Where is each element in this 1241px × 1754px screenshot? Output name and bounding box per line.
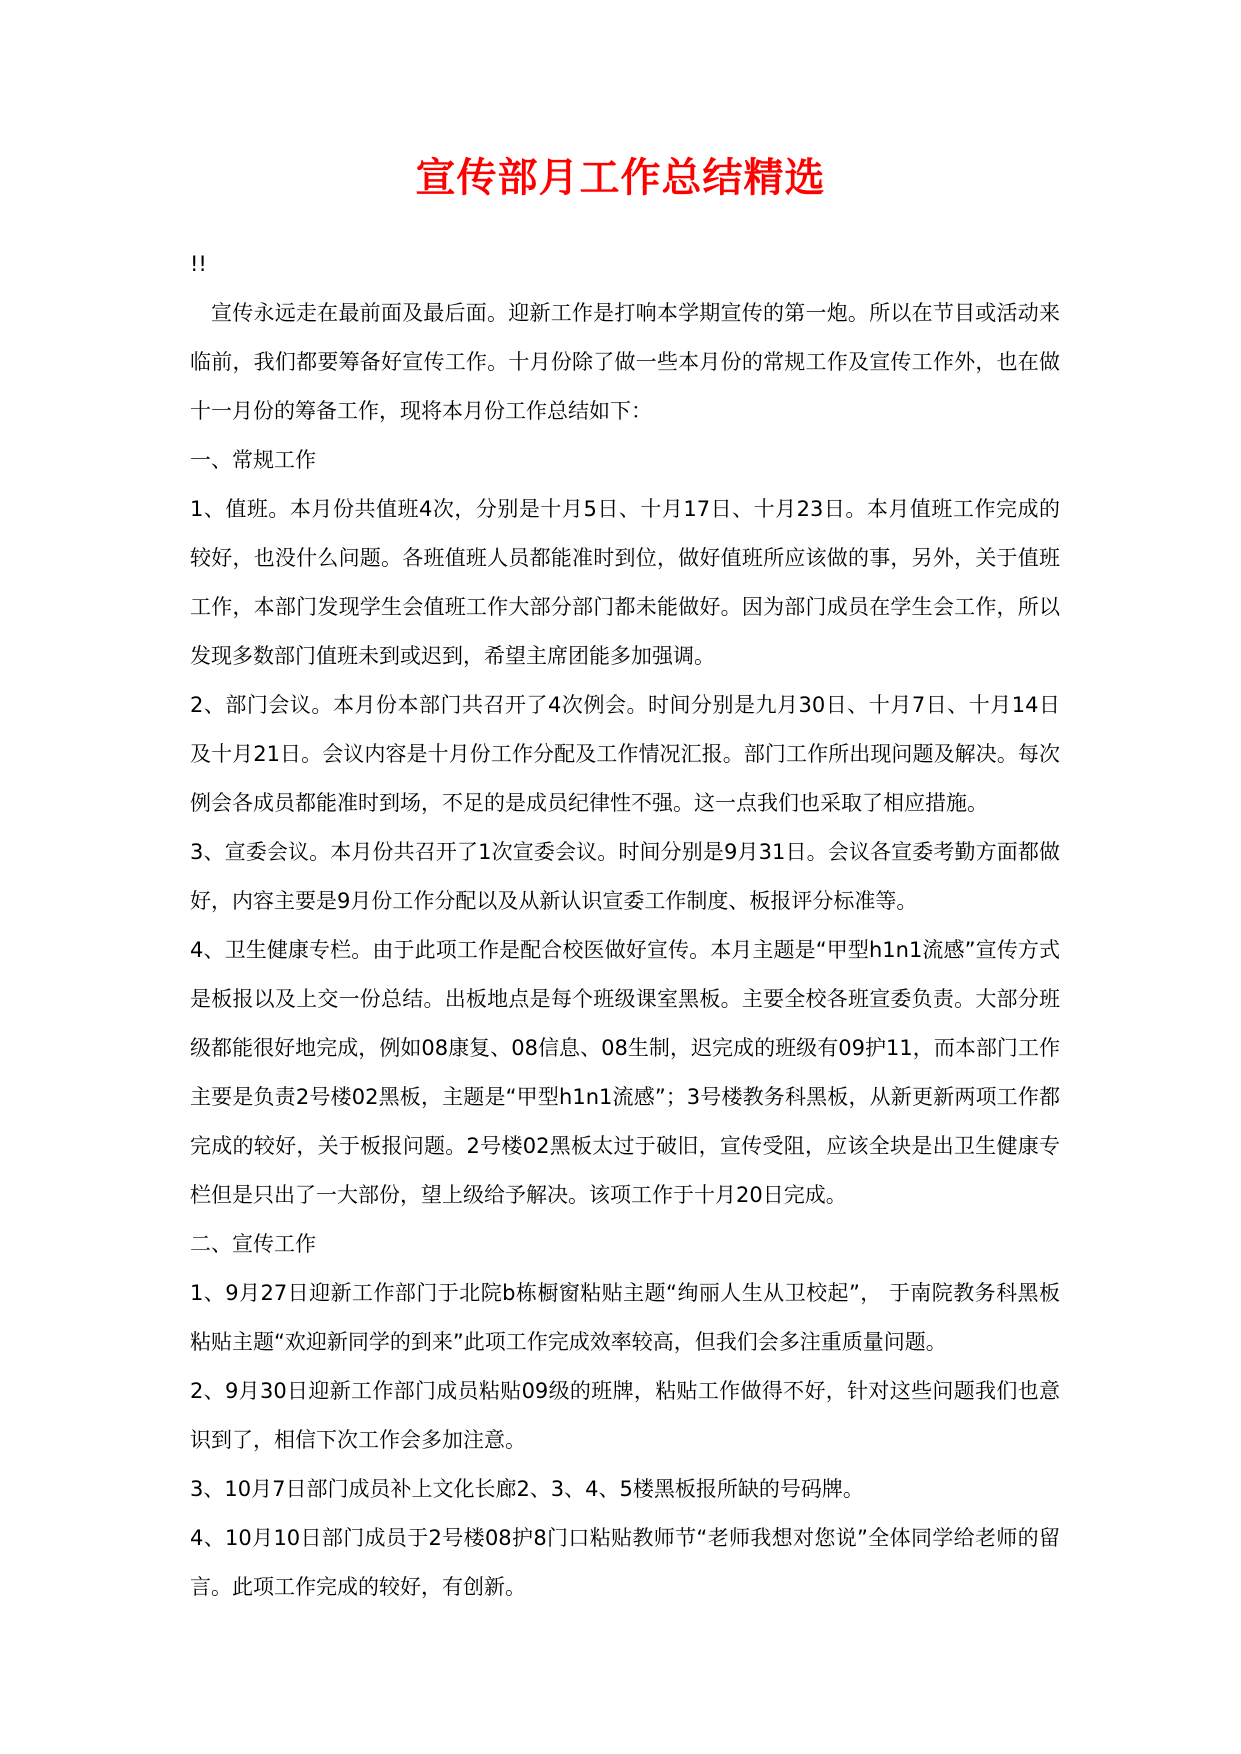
paragraph-publicity-committee-meeting: 3、宣委会议。本月份共召开了1次宣委会议。时间分别是9月31日。会议各宣委考勤方面都做好，内容主要是9月份工作分配以及从新认识宣委工作制度、板报评分标准等。 <box>190 840 1060 913</box>
document-body <box>190 240 1060 1612</box>
paragraph-publicity-item-3: 3、10月7日部门成员补上文化长廊2、3、4、5楼黑板报所缺的号码牌。 <box>190 1477 864 1501</box>
section-heading-publicity-work: 二、宣传工作 <box>190 1232 316 1256</box>
paragraph-department-meeting: 2、部门会议。本月份本部门共召开了4次例会。时间分别是九月30日、十月7日、十月14日及十月21日。会议内容是十月份工作分配及工作情况汇报。部门工作所出现问题及解决。每次例会各成员都能准时到场，不足的是成员纪律性不强。这一点我们也采取了相应措施。 <box>190 693 1060 815</box>
paragraph-publicity-item-1: 1、9月27日迎新工作部门于北院b栋橱窗粘贴主题“绚丽人生从卫校起”， 于南院教务科黑板粘贴主题“欢迎新同学的到来”此项工作完成效率较高，但我们会多注重质量问题。 <box>190 1281 1060 1354</box>
marker-line: !! <box>190 252 207 276</box>
paragraph-health-column: 4、卫生健康专栏。由于此项工作是配合校医做好宣传。本月主题是“甲型h1n1流感”宣传方式是板报以及上交一份总结。出板地点是每个班级课室黑板。主要全校各班宣委负责。大部分班级都能很好地完成，例如08康复、08信息、08生制，迟完成的班级有09护11，而本部门工作主要是负责2号楼02黑板，主题是“甲型h1n1流感”；3号楼教务科黑板，从新更新两项工作都完成的较好，关于板报问题。2号楼02黑板太过于破旧，宣传受阻，应该全块是出卫生健康专栏但是只出了一大部份，望上级给予解决。该项工作于十月20日完成。 <box>190 938 1060 1207</box>
paragraph-duty: 1、值班。本月份共值班4次，分别是十月5日、十月17日、十月23日。本月值班工作完成的较好，也没什么问题。各班值班人员都能准时到位，做好值班所应该做的事，另外，关于值班工作，本部门发现学生会值班工作大部分部门都未能做好。因为部门成员在学生会工作，所以发现多数部门值班未到或迟到，希望主席团能多加强调。 <box>190 497 1060 668</box>
paragraph-publicity-item-4: 4、10月10日部门成员于2号楼08护8门口粘贴教师节“老师我想对您说”全体同学给老师的留言。此项工作完成的较好，有创新。 <box>190 1526 1060 1599</box>
section-heading-routine-work: 一、常规工作 <box>190 448 316 472</box>
document-title: 宣传部月工作总结精选 <box>415 154 826 201</box>
intro-paragraph: 宣传永远走在最前面及最后面。迎新工作是打响本学期宣传的第一炮。所以在节目或活动来临前，我们都要筹备好宣传工作。十月份除了做一些本月份的常规工作及宣传工作外，也在做十一月份的筹备工作，现将本月份工作总结如下： <box>190 301 1060 423</box>
paragraph-publicity-item-2: 2、9月30日迎新工作部门成员粘贴09级的班牌，粘贴工作做得不好，针对这些问题我们也意识到了，相信下次工作会多加注意。 <box>190 1379 1060 1452</box>
